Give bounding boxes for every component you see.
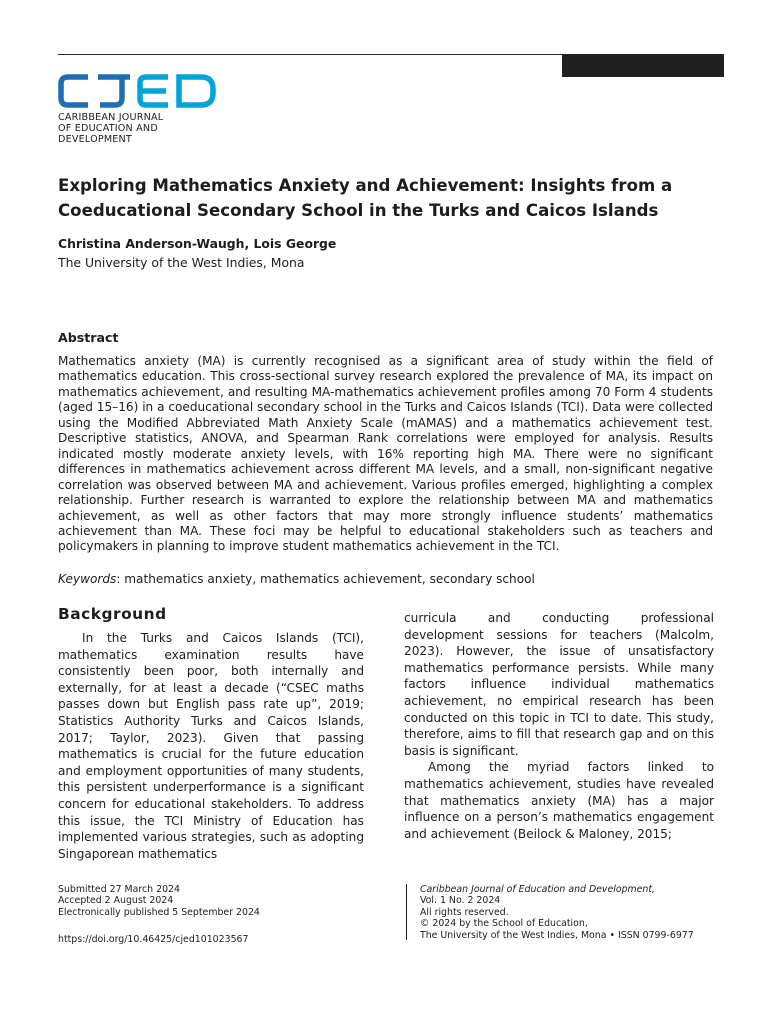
keywords	[58, 571, 713, 587]
article-title: Exploring Mathematics Anxiety and Achievement: Insights from a Coeducational Secondary School in the Turks and Caicos Islands	[58, 176, 673, 220]
abstract-text: Mathematics anxiety (MA) is currently recognised as a significant area of study within the field of mathematics education. This cross-sectional survey research explored the prevalence of MA, its impact on mathematics achievement, and resulting MA-mathematics achievement profiles among 70 Form 4 students (aged 15–16) in a coeducational secondary school in the Turks and Caicos Islands (TCI). Data were collected using the Modified Abbreviated Math Anxiety Scale (mAMAS) and a mathematics achievement test. Descriptive statistics, ANOVA, and Spearman Rank correlations were employed for analysis. Results indicated mostly moderate anxiety levels, with 16% reporting high MA. There were no significant differences in mathematics achievement across different MA levels, and a small, non-significant negative correlation was observed between MA and achievement. Various profiles emerged, highlighting a complex relationship. Further research is warranted to explore the relationship between MA and mathematics achievement, as well as other factors that may more strongly influence students’ mathematics achievement than MA. These foci may be helpful to educational stakeholders such as teachers and policymakers in planning to improve student mathematics achievement in the TCI.	[58, 354, 713, 554]
doi-link[interactable]: https://doi.org/10.46425/cjed101023567	[58, 934, 249, 946]
abstract-heading: Abstract	[58, 330, 119, 345]
copyright-notice: © 2024 by the School of Education,	[420, 918, 588, 930]
rights-notice: All rights reserved.	[420, 906, 509, 918]
institution-issn: The University of the West Indies, Mona • ISSN 0799-6977	[420, 929, 694, 941]
journal-name	[58, 112, 198, 145]
keywords-list: : mathematics anxiety, mathematics achievement, secondary school	[116, 572, 535, 586]
cjed-logo	[58, 73, 218, 109]
journal-name-line: DEVELOPMENT	[58, 134, 132, 145]
header-block	[562, 54, 724, 77]
footer-divider	[406, 884, 407, 940]
article-authors: Christina Anderson-Waugh, Lois George	[58, 236, 337, 251]
body-column-right	[404, 610, 714, 842]
body-paragraph: curricula and conducting professional development sessions for teachers (Malcolm, 2023). However, the issue of unsatisfactory mathematics performance persists. While many factors influence individual mathematics achievement, no empirical research has been conducted on this topic in TCI to date. This study, therefore, aims to fill that research gap and on this basis is significant.	[404, 611, 714, 758]
section-heading-background: Background	[58, 605, 167, 623]
author-affiliation: The University of the West Indies, Mona	[58, 255, 305, 270]
publication-dates	[58, 884, 368, 946]
keywords-label: Keywords	[58, 572, 117, 586]
published-date: Electronically published 5 September 2024	[58, 906, 260, 918]
journal-volume: Vol. 1 No. 2 2024	[420, 895, 501, 907]
body-paragraph: Among the myriad factors linked to mathematics achievement, studies have revealed that mathematics anxiety (MA) has a major influence on a person’s mathematics engagement and achievement (Beilock & Maloney, 2015;	[404, 760, 714, 841]
journal-citation: Caribbean Journal of Education and Development,	[420, 884, 656, 895]
body-paragraph: In the Turks and Caicos Islands (TCI), mathematics examination results have consistently been poor, both internally and externally, for at least a decade (“CSEC maths passes down but English pass rate up”, 2019; Statistics Authority Turks and Caicos Islands, 2017; Taylor, 2023). Given that passing mathematics is crucial for the future education and employment opportunities of many students, this persistent underperformance is a significant concern for educational stakeholders. To address this issue, the TCI Ministry of Education has implemented various strategies, such as adopting Singaporean mathematics	[58, 631, 364, 861]
accepted-date: Accepted 2 August 2024	[58, 895, 174, 907]
journal-info	[420, 884, 720, 941]
submitted-date: Submitted 27 March 2024	[58, 884, 180, 895]
journal-name-line: OF EDUCATION AND	[58, 123, 158, 134]
body-column-left	[58, 604, 364, 862]
journal-name-line: CARIBBEAN JOURNAL	[58, 112, 164, 123]
